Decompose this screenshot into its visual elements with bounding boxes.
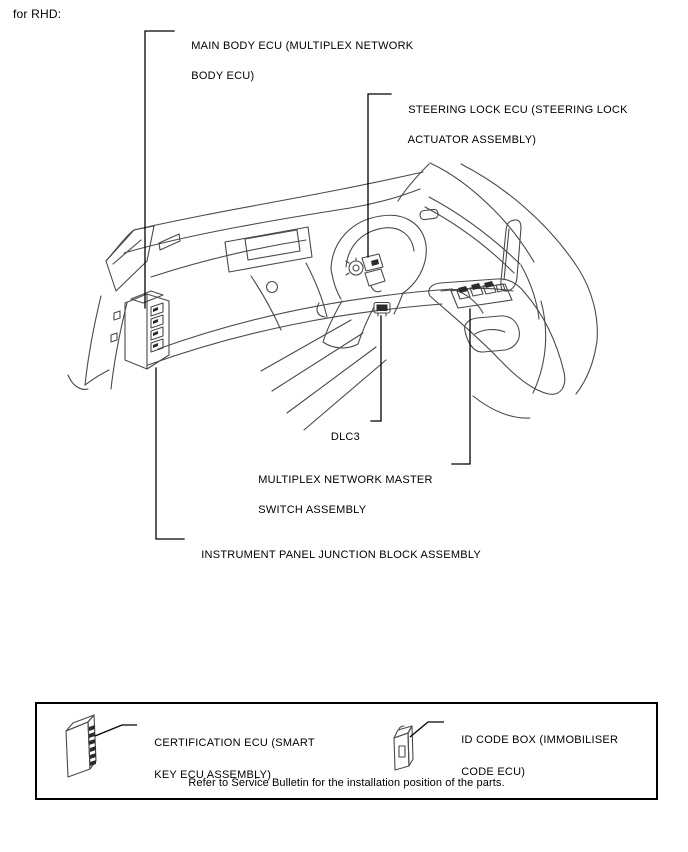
steering-lock-ecu-drawing: [346, 254, 385, 292]
callout-dlc3-line1: DLC3: [330, 431, 360, 443]
callout-multiplex-master-switch: [245, 458, 433, 533]
callout-dlc3: [298, 415, 360, 460]
callout-junction-block: [188, 533, 481, 578]
callout-steering-lock-ecu-line2: ACTUATOR ASSEMBLY): [407, 134, 537, 146]
page-title: for RHD:: [13, 7, 62, 21]
id-code-box-drawing: [394, 726, 413, 770]
callout-steering-lock-ecu-line1: STEERING LOCK ECU (STEERING LOCK: [408, 104, 628, 116]
callout-steering-lock-ecu: [395, 88, 628, 163]
leader-line-steering-lock-ecu: [368, 94, 391, 257]
callout-main-body-ecu-line1: MAIN BODY ECU (MULTIPLEX NETWORK: [191, 40, 414, 52]
legend-certification-ecu-line1: CERTIFICATION ECU (SMART: [154, 737, 315, 749]
legend-id-code-box-line2: CODE ECU): [461, 766, 526, 778]
callout-junction-block-line1: INSTRUMENT PANEL JUNCTION BLOCK ASSEMBLY: [201, 549, 481, 561]
callout-main-body-ecu-line2: BODY ECU): [191, 70, 255, 82]
leader-line-id-code-box: [410, 722, 444, 737]
legend-certification-ecu-line2: KEY ECU ASSEMBLY): [154, 769, 272, 781]
leader-line-junction-block: [156, 368, 184, 539]
master-switch-drawing: [429, 279, 565, 394]
leader-line-master-switch: [452, 309, 470, 464]
leader-line-main-body-ecu: [145, 31, 174, 308]
legend-id-code-box-line1: ID CODE BOX (IMMOBILISER: [461, 734, 619, 746]
leader-line-certification-ecu: [95, 725, 137, 736]
legend-note: Refer to Service Bulletin for the installation position of the parts.: [188, 777, 505, 789]
callout-main-body-ecu: [178, 24, 413, 99]
certification-ecu-drawing: [66, 715, 96, 777]
junction-block-drawing: [111, 291, 169, 369]
callout-multiplex-master-switch-line1: MULTIPLEX NETWORK MASTER: [258, 474, 433, 486]
callout-multiplex-master-switch-line2: SWITCH ASSEMBLY: [258, 504, 367, 516]
